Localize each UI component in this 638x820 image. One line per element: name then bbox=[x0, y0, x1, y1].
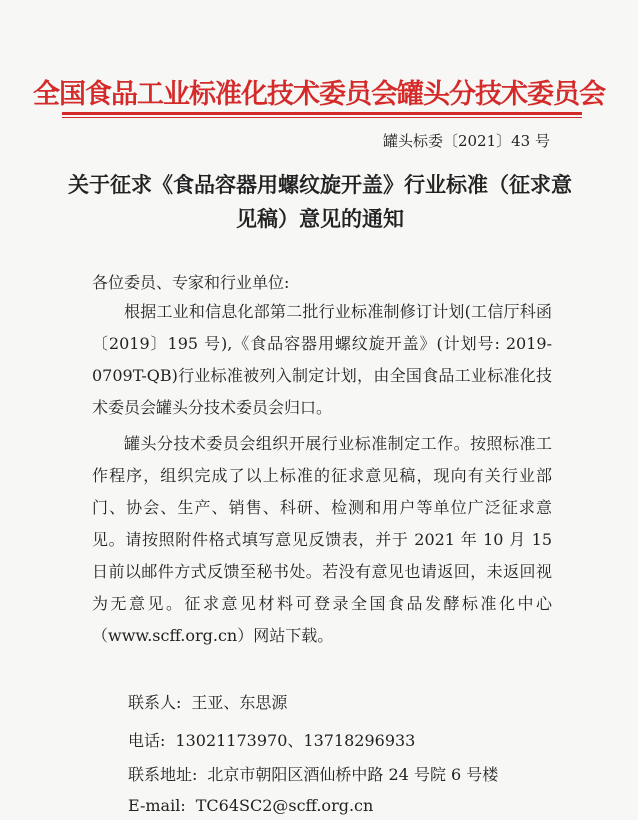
greeting: 各位委员、专家和行业单位: bbox=[92, 273, 290, 292]
contact-address-label: 联系地址: bbox=[128, 765, 198, 784]
contact-email-value: TC64SC2@scff.org.cn bbox=[195, 796, 374, 815]
contact-person-label: 联系人: bbox=[128, 693, 182, 712]
contact-person bbox=[128, 690, 287, 713]
body-paragraph-1: 根据工业和信息化部第二批行业标准制修订计划(工信厅科函〔2019〕195 号),《食品容器用螺纹旋开盖》(计划号: 2019-0709T-QB)行业标准被列入制定计划，由全国食品工业标准化技术委员会罐头分技术委员会归口。 bbox=[92, 302, 552, 417]
contact-phone-value: 13021173970、13718296933 bbox=[175, 731, 416, 750]
document-title: 关于征求《食品容器用螺纹旋开盖》行业标准（征求意见稿）意见的通知 bbox=[68, 172, 572, 231]
contact-email-label: E-mail: bbox=[128, 796, 186, 815]
contact-phone-label: 电话: bbox=[128, 731, 166, 750]
contact-phone bbox=[128, 728, 415, 751]
body-paragraph-2: 罐头分技术委员会组织开展行业标准制定工作。按照标准工作程序，组织完成了以上标准的征求意见稿，现向有关行业部门、协会、生产、销售、科研、检测和用户等单位广泛征求意见。请按照附件格式填写意见反馈表，并于 2021 年 10 月 15 日前以邮件方式反馈至秘书处。若没有意见也请返回，未返回视为无意见。征求意见材料可登录全国食品发酵标准化中心（www.scff.org.cn）网站下载。 bbox=[92, 434, 552, 645]
header-rule-thin bbox=[62, 117, 582, 118]
organization-header: 全国食品工业标准化技术委员会罐头分技术委员会 bbox=[33, 79, 605, 110]
contact-person-value: 王亚、东思源 bbox=[191, 693, 288, 712]
header-rule-thick bbox=[62, 112, 582, 115]
contact-email bbox=[128, 796, 373, 815]
document-number: 罐头标委〔2021〕43 号 bbox=[382, 132, 550, 150]
contact-address-value: 北京市朝阳区酒仙桥中路 24 号院 6 号楼 bbox=[207, 765, 499, 784]
contact-address bbox=[128, 762, 498, 785]
